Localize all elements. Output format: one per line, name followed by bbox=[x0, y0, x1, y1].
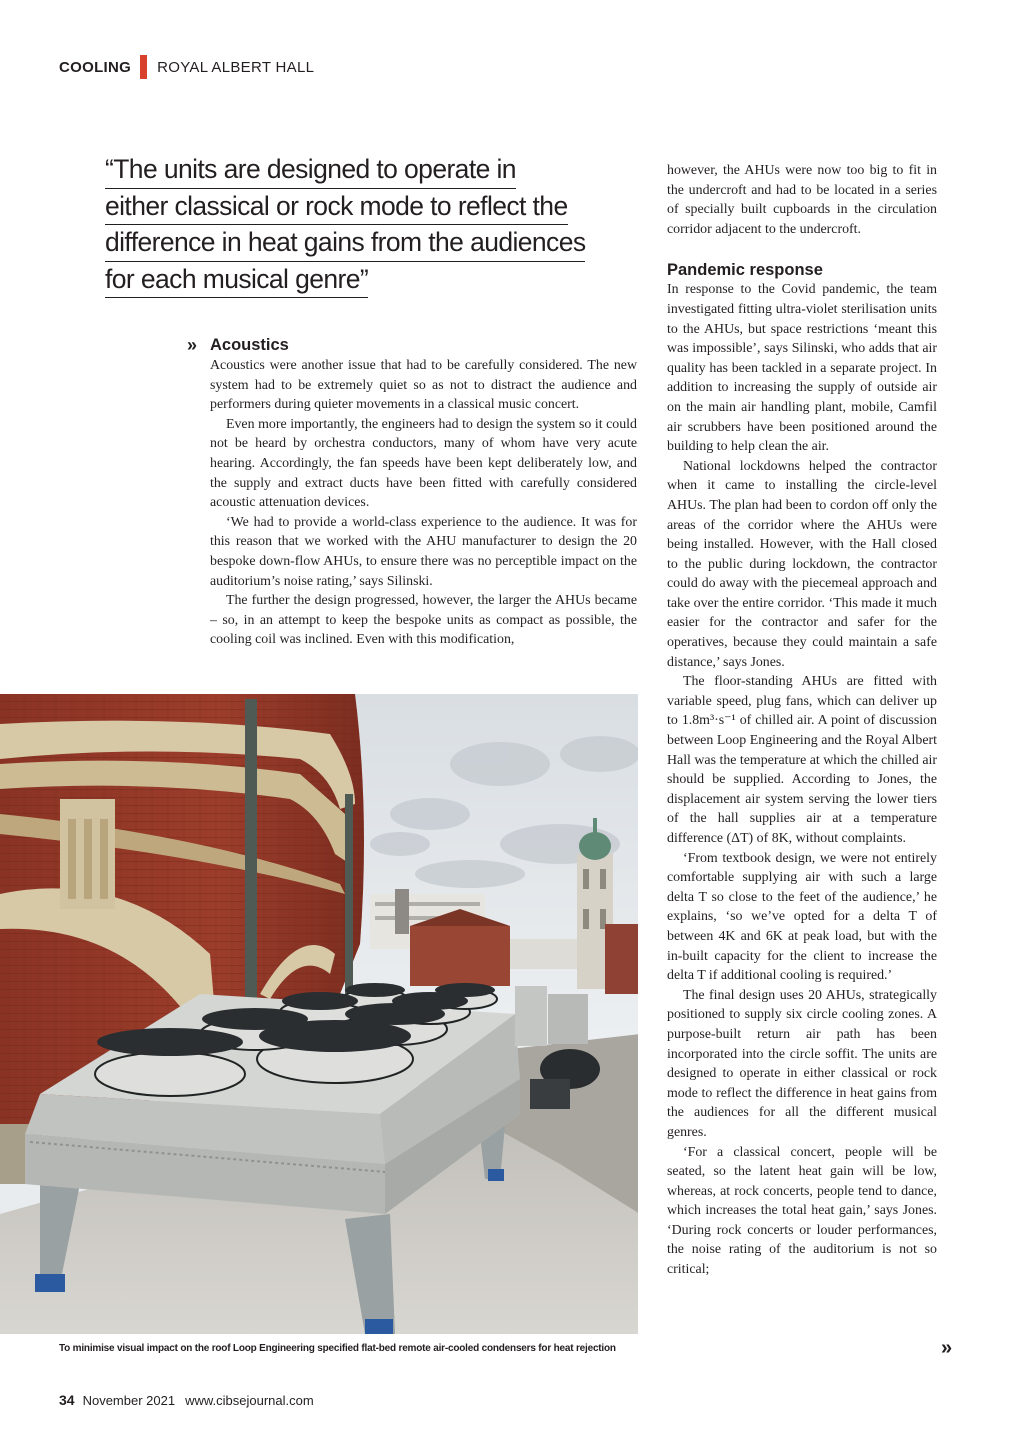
right-column-intro bbox=[667, 161, 937, 239]
body-paragraph: The further the design progressed, however, the larger the AHUs became – so, in an attempt to keep the bespoke units as compact as possible, the cooling coil was inclined. Even with this modification, bbox=[210, 593, 637, 648]
double-chevron-icon: » bbox=[187, 335, 198, 355]
drainpipe bbox=[245, 699, 257, 1009]
acoustics-heading-text: Acoustics bbox=[210, 336, 289, 354]
pull-quote-line: for each musical genre” bbox=[105, 262, 615, 299]
body-paragraph: The floor-standing AHUs are fitted with variable speed, plug fans, which can deliver up to 1.8m³·s⁻¹ of chilled air. A point of discussion between Loop Engineering and the Royal Albert Hall was the temperature at which the chilled air should be supplied. According to Jones, the displacement air system serving the lower tiers of the hall supplies air at a temperature difference (ΔT) of 8K, without complaints. bbox=[667, 674, 937, 846]
acoustics-heading bbox=[175, 334, 637, 356]
pandemic-body bbox=[667, 280, 937, 1279]
header-accent-bar bbox=[140, 55, 147, 79]
running-header bbox=[59, 56, 314, 78]
pull-quote bbox=[105, 152, 615, 298]
right-column bbox=[667, 161, 937, 1280]
body-paragraph: Even more importantly, the engineers had to design the system so it could not be heard by orchestra conductors, many of whom have very acute hearing. Accordingly, the fan speeds have been kept deliberately low, and the supply and extract ducts have been fitted with carefully considered acoustic attenuation devices. bbox=[210, 416, 637, 511]
header-title: ROYAL ALBERT HALL bbox=[157, 58, 315, 76]
body-paragraph: Acoustics were another issue that had to be carefully considered. The new system had to be extremely quiet so as not to distract the audience and performers during quieter movements in a classical music concert. bbox=[210, 358, 637, 413]
body-paragraph: ‘We had to provide a world-class experience to the audience. It was for this reason that we worked with the AHU manufacturer to design the 20 bespoke down-flow AHUs, to ensure there was no perceptible impact on the auditorium’s noise rating,’ says Silinski. bbox=[210, 514, 637, 589]
pull-quote-line: either classical or rock mode to reflect the bbox=[105, 189, 615, 226]
pull-quote-line: “The units are designed to operate in bbox=[105, 152, 615, 189]
body-paragraph: however, the AHUs were now too big to fit in the undercroft and had to be located in a series of specially built cupboards in the circulation corridor adjacent to the undercroft. bbox=[667, 163, 937, 237]
website-link[interactable]: www.cibsejournal.com bbox=[185, 1393, 314, 1408]
page-number: 34 bbox=[59, 1392, 75, 1408]
body-paragraph: The final design uses 20 AHUs, strategically positioned to supply six circle cooling zones. A purpose-built return air path has been incorporated into the circle soffit. The units are designed to operate in either classical or rock mode to reflect the difference in heat gains from the audiences for all the different musical genres. bbox=[667, 987, 937, 1140]
body-paragraph: National lockdowns helped the contractor when it came to installing the circle-level AHUs. The plan had been to cordon off only the areas of the corridor where the AHUs were being installed. However, with the Hall closed to the public during lockdown, the contractor could do away with the piecemeal approach and take over the entire corridor. ‘This made it much easier for the contractor and safer for the operatives, because they could maintain a safe distance,’ says Jones. bbox=[667, 458, 937, 670]
photo-caption: To minimise visual impact on the roof Loop Engineering specified flat-bed remote air-cooled condensers for heat rejection bbox=[59, 1343, 616, 1354]
acoustics-section bbox=[175, 334, 637, 650]
section-label: COOLING bbox=[59, 58, 132, 76]
body-paragraph: ‘For a classical concert, people will be seated, so the latent heat gain will be low, whereas, at rock concerts, people tend to dance, which increases the total heat gain,’ says Jones. ‘During rock concerts or louder performances, the noise rating of the auditorium is not so critical; bbox=[667, 1144, 937, 1278]
page-footer bbox=[59, 1392, 314, 1408]
pull-quote-line: difference in heat gains from the audiences bbox=[105, 225, 615, 262]
issue-date: November 2021 bbox=[82, 1393, 176, 1408]
body-paragraph: In response to the Covid pandemic, the team investigated fitting ultra-violet sterilisation units to the AHUs, but space restrictions ‘meant this was impossible’, says Silinski, who adds that air quality has been tackled in a separate project. In addition to increasing the supply of outside air on the main air handling plant, mobile, Camfil air scrubbers have been positioned around the building to help clean the air. bbox=[667, 282, 937, 455]
continued-icon: » bbox=[941, 1337, 953, 1359]
control-box bbox=[515, 986, 547, 1046]
pandemic-heading: Pandemic response bbox=[667, 261, 823, 280]
rooftop-condensers-photo bbox=[0, 694, 638, 1334]
acoustics-body bbox=[175, 356, 637, 650]
body-paragraph: ‘From textbook design, we were not entirely comfortable supplying air with such a large delta T so close to the feet of the audience,’ he explains, ‘so we’ve opted for a delta T of between 4K and 6K at peak load, but with the in-built capacity for the client to increase the delta T if additional cooling is required.’ bbox=[667, 850, 937, 984]
